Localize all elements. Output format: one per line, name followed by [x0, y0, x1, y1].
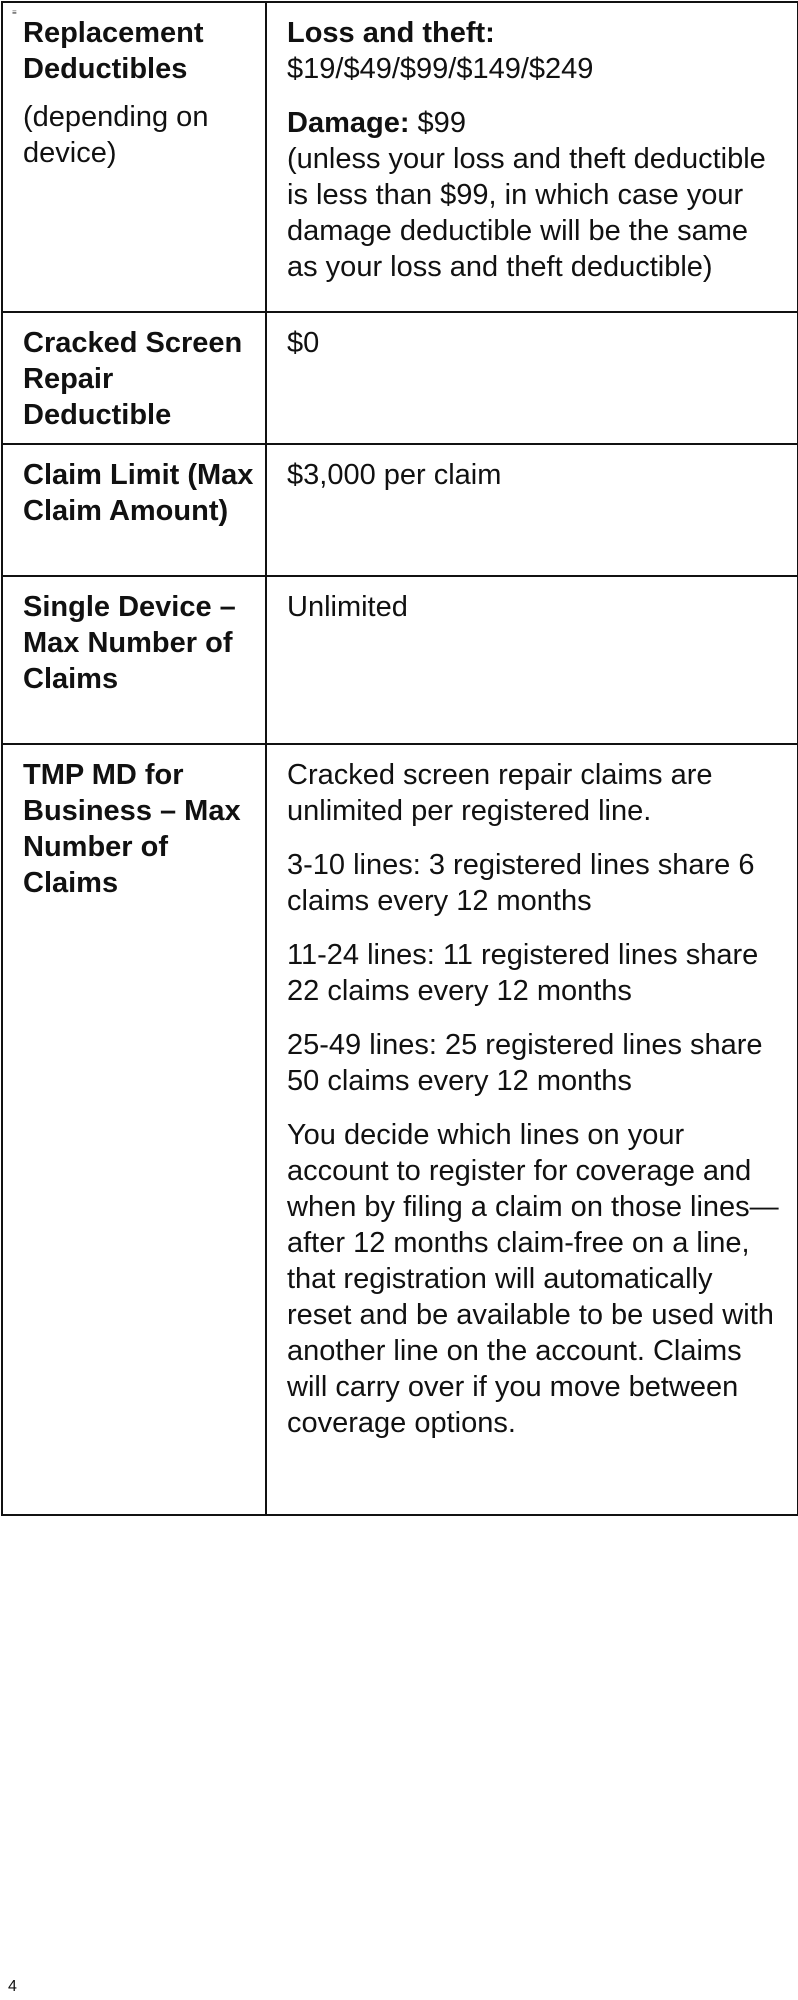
table-row	[3, 577, 797, 745]
table-row	[3, 313, 797, 445]
row-value-cell	[267, 577, 797, 743]
row-label: Claim Limit (Max Claim Amount)	[23, 459, 254, 527]
row-value-cell	[267, 745, 797, 1514]
row-label-cell	[3, 3, 267, 311]
row-value: $3,000 per claim	[287, 459, 502, 491]
damage-amount: $99	[409, 107, 466, 139]
row-label-note: (depending on device)	[23, 101, 209, 169]
coverage-table	[1, 1, 798, 1516]
page-number: 4	[8, 1978, 17, 1995]
loss-theft-amounts: $19/$49/$99/$149/$249	[287, 53, 594, 85]
value-paragraph: You decide which lines on your account to register for coverage and when by filing a claim on those lines—after 12 months claim-free on a line, that registration will automatically reset and be available to be used with another line on the account. Claims will carry over if you move between coverage options.	[287, 1119, 779, 1439]
table-row	[3, 3, 797, 313]
table-row	[3, 445, 797, 577]
row-value: Unlimited	[287, 591, 408, 623]
footnote-mark-icon: ≡	[12, 8, 17, 17]
row-label: Replacement Deductibles	[23, 17, 204, 85]
value-paragraph: 11-24 lines: 11 registered lines share 22 claims every 12 months	[287, 939, 759, 1007]
row-value-cell	[267, 3, 797, 311]
row-value-cell	[267, 313, 797, 443]
loss-theft-block	[287, 15, 779, 87]
value-paragraph: 3-10 lines: 3 registered lines share 6 claims every 12 months	[287, 849, 755, 917]
row-label: Cracked Screen Repair Deductible	[23, 327, 243, 431]
row-label-cell	[3, 445, 267, 575]
row-value-cell	[267, 445, 797, 575]
row-value: $0	[287, 327, 320, 359]
row-label-cell	[3, 577, 267, 743]
value-paragraph: 25-49 lines: 25 registered lines share 50 claims every 12 months	[287, 1029, 763, 1097]
damage-heading: Damage:	[287, 107, 410, 139]
row-label-cell	[3, 313, 267, 443]
row-label-cell	[3, 745, 267, 1514]
loss-theft-heading: Loss and theft:	[287, 17, 495, 49]
row-label: TMP MD for Business – Max Number of Claims	[23, 759, 241, 899]
value-paragraph: Cracked screen repair claims are unlimited per registered line.	[287, 759, 713, 827]
damage-note: (unless your loss and theft deductible is less than $99, in which case your damage deductible will be the same as your loss and theft deductible)	[287, 143, 766, 283]
table-row	[3, 745, 797, 1514]
damage-block	[287, 105, 779, 285]
row-label: Single Device – Max Number of Claims	[23, 591, 236, 695]
